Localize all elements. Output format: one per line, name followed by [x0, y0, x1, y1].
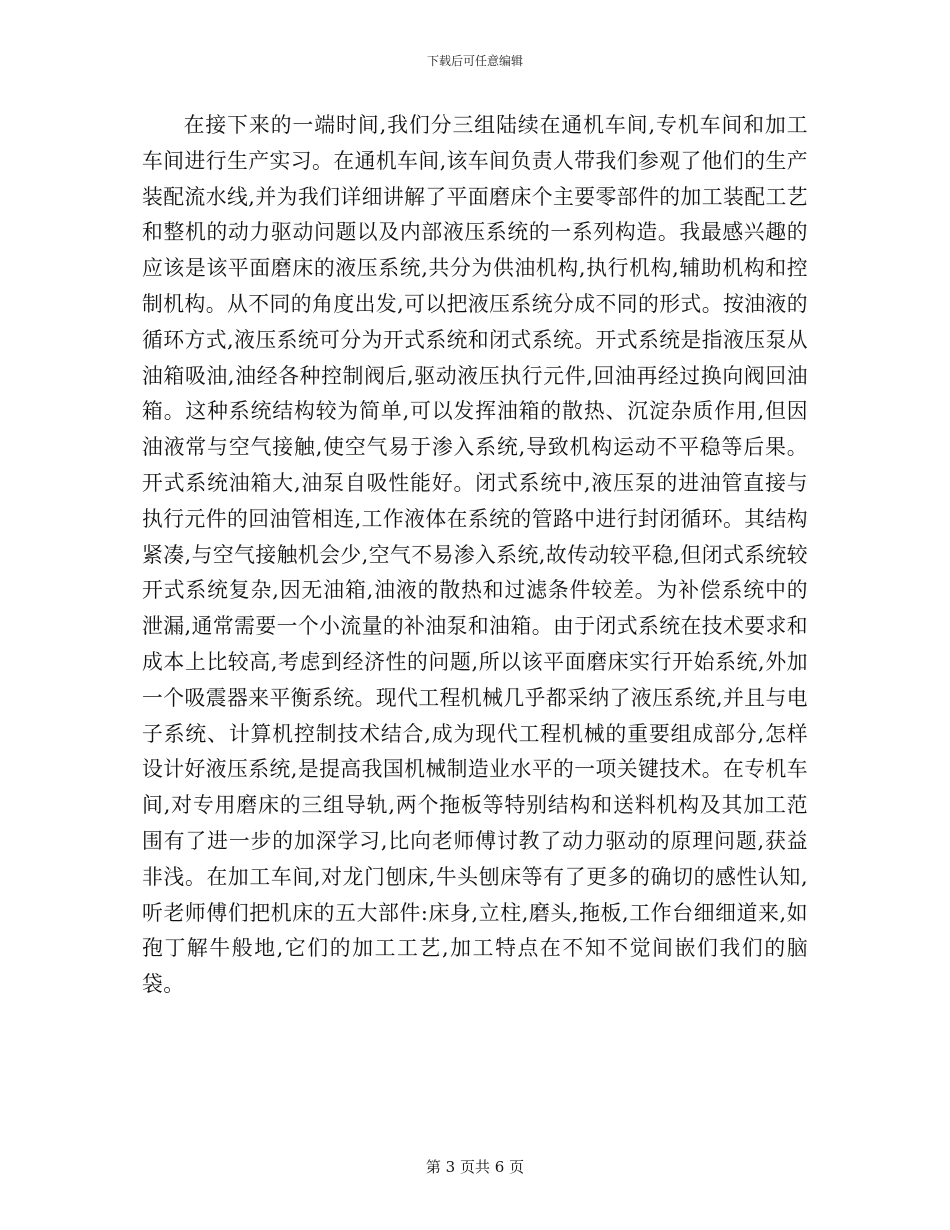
page-header: 下载后可任意编辑	[426, 54, 523, 68]
body-paragraph: 在接下来的一端时间,我们分三组陆续在通机车间,专机车间和加工车间进行生产实习。在通机车间,该车间负责人带我们参观了他们的生产装配流水线,并为我们详细讲解了平面磨床个主要零部件的加工装配工艺和整机的动力驱动问题以及内部液压系统的一系列构造。我最感兴趣的应该是该平面磨床的液压系统,共分为供油机构,执行机构,辅助机构和控制机构。从不同的角度出发,可以把液压系统分成不同的形式。按油液的循环方式,液压系统可分为开式系统和闭式系统。开式系统是指液压泵从油箱吸油,油经各种控制阀后,驱动液压执行元件,回油再经过换向阀回油箱。这种系统结构较为简单,可以发挥油箱的散热、沉淀杂质作用,但因油液常与空气接触,使空气易于渗入系统,导致机构运动不平稳等后果。开式系统油箱大,油泵自吸性能好。闭式系统中,液压泵的进油管直接与执行元件的回油管相连,工作液体在系统的管路中进行封闭循环。其结构紧凑,与空气接触机会少,空气不易渗入系统,故传动较平稳,但闭式系统较开式系统复杂,因无油箱,油液的散热和过滤条件较差。为补偿系统中的泄漏,通常需要一个小流量的补油泵和油箱。由于闭式系统在技术要求和成本上比较高,考虑到经济性的问题,所以该平面磨床实行开始系统,外加一个吸震器来平衡系统。现代工程机械几乎都采纳了液压系统,并且与电子系统、计算机控制技术结合,成为现代工程机械的重要组成部分,怎样设计好液压系统,是提高我国机械制造业水平的一项关键技术。在专机车间,对专用磨床的三组导轨,两个拖板等特别结构和送料机构及其加工范围有了进一步的加深学习,比向老师傅讨教了动力驱动的原理问题,获益非浅。在加工车间,对龙门刨床,牛头刨床等有了更多的确切的感性认知,听老师傅们把机床的五大部件:床身,立柱,磨头,拖板,工作台细细道来,如孢丁解牛般地,它们的加工工艺,加工特点在不知不觉间嵌们我们的脑袋。	[142, 113, 808, 997]
page-number-footer: 第 3 页共 6 页	[425, 1158, 525, 1176]
